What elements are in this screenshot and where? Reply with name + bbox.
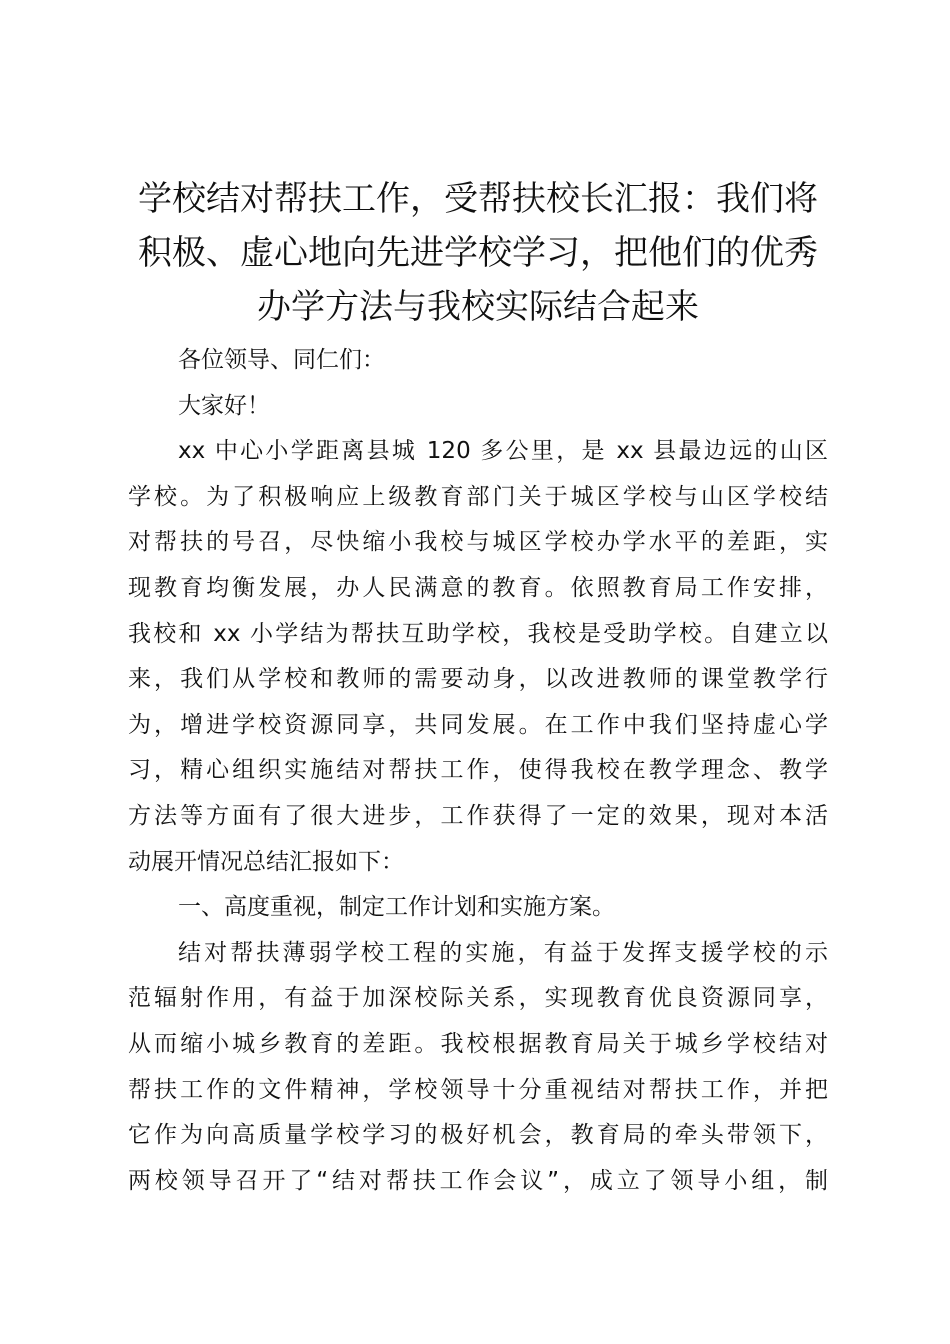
salutation-paragraph: [128, 338, 828, 384]
paragraph-line: 方法等方面有了很大进步，工作获得了一定的效果，现对本活: [128, 802, 828, 829]
section-heading-line: 一、高度重视，制定工作计划和实施方案。: [178, 894, 615, 921]
paragraph-line: 它作为向高质量学校学习的极好机会，教育局的牵头带领下，: [128, 1122, 828, 1149]
paragraph-line: 大家好！: [178, 392, 270, 419]
paragraph-line: 从而缩小城乡教育的差距。我校根据教育局关于城乡学校结对: [128, 1030, 828, 1057]
document-page: [128, 172, 828, 1204]
paragraph-line: 动展开情况总结汇报如下：: [128, 848, 404, 875]
paragraph-line: 为，增进学校资源同享，共同发展。在工作中我们坚持虚心学: [128, 711, 828, 738]
section-heading: [128, 885, 828, 931]
paragraph-line: 范辐射作用，有益于加深校际关系，实现教育优良资源同享，: [128, 985, 828, 1012]
paragraph-line: 我校和 xx 小学结为帮扶互助学校，我校是受助学校。自建立以: [128, 620, 828, 647]
paragraph-line: 结对帮扶薄弱学校工程的实施，有益于发挥支援学校的示: [178, 939, 828, 966]
section-paragraph: [128, 931, 828, 1205]
title-line: 办学方法与我校实际结合起来: [257, 287, 699, 327]
paragraph-line: 学校。为了积极响应上级教育部门关于城区学校与山区学校结: [128, 483, 828, 510]
paragraph-line: xx 中心小学距离县城 120 多公里，是 xx 县最边远的山区: [178, 438, 828, 465]
greeting-paragraph: [128, 384, 828, 430]
intro-paragraph: [128, 429, 828, 885]
document-title: [128, 172, 828, 334]
title-line: 学校结对帮扶工作，受帮扶校长汇报：我们将: [138, 179, 818, 219]
document-body: [128, 338, 828, 1204]
paragraph-line: 帮扶工作的文件精神，学校领导十分重视结对帮扶工作，并把: [128, 1076, 828, 1103]
paragraph-line: 习，精心组织实施结对帮扶工作，使得我校在教学理念、教学: [128, 757, 828, 784]
title-line: 积极、虚心地向先进学校学习，把他们的优秀: [138, 233, 818, 273]
paragraph-line: 对帮扶的号召，尽快缩小我校与城区学校办学水平的差距，实: [128, 529, 828, 556]
paragraph-line: 各位领导、同仁们：: [178, 347, 385, 373]
paragraph-line: 现教育均衡发展，办人民满意的教育。依照教育局工作安排，: [128, 574, 828, 601]
paragraph-line: 来，我们从学校和教师的需要动身，以改进教师的课堂教学行: [128, 666, 828, 693]
paragraph-line: 两校领导召开了“结对帮扶工作会议”，成立了领导小组，制: [128, 1167, 828, 1194]
